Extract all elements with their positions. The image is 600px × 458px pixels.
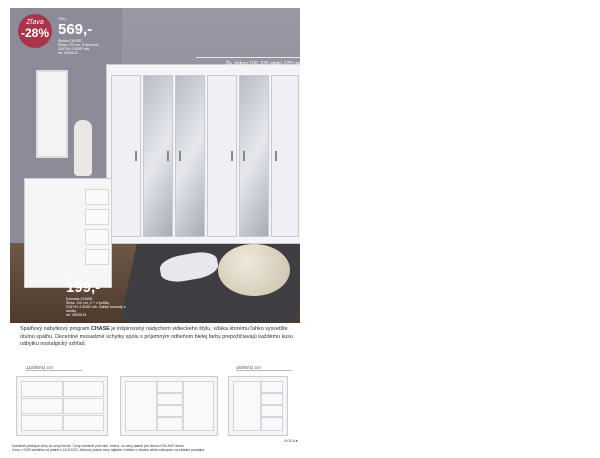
product-sideboard bbox=[120, 376, 218, 436]
bedroom-photo bbox=[10, 8, 300, 323]
knitted-pouf bbox=[218, 244, 290, 296]
wardrobe-door bbox=[271, 75, 299, 237]
price-detail: Skriňa CHASE bbox=[58, 39, 82, 43]
catalog-page bbox=[10, 8, 302, 458]
drawer bbox=[85, 229, 109, 245]
price-detail: ref. 0000012 bbox=[58, 51, 79, 55]
wardrobe-door bbox=[207, 75, 237, 237]
discount-badge bbox=[18, 14, 52, 48]
drawer bbox=[85, 209, 109, 225]
drawer bbox=[85, 249, 109, 265]
footer-disclaimer bbox=[12, 444, 300, 453]
old-price: 799,- bbox=[58, 16, 68, 21]
product-description bbox=[20, 326, 300, 349]
size-note: Ďv. šírkou 100, 225 alebo 270 cm bbox=[196, 57, 300, 70]
wardrobe-door bbox=[111, 75, 141, 237]
wardrobe-mirror-door bbox=[175, 75, 205, 237]
price-dresser bbox=[66, 274, 126, 317]
price-detail: Komoda CHASE bbox=[66, 297, 93, 301]
desc-intro: Spálňový nábytkový program bbox=[20, 326, 92, 332]
discount-label: Zľava bbox=[26, 19, 44, 26]
wall-art bbox=[36, 70, 68, 158]
price-detail: Šírka: 270 cm, 6 dverové, bbox=[58, 43, 99, 47]
footer-line: Ceny v EUR každého od platné k 16.8.2021. Akciové platné ceny nájdete v letáku v obsahu alebo nákupom na stránke predajne. bbox=[12, 448, 206, 453]
dresser bbox=[24, 178, 112, 288]
wardrobe bbox=[106, 64, 300, 244]
price-detail: 315704 4 52AR mb. bbox=[58, 47, 90, 51]
current-price: 199,- bbox=[66, 279, 101, 296]
product-chest-drawers bbox=[16, 376, 108, 436]
footer-line: Uvedené predajné ceny sú ceny bežné. Ceny uvedené pod nimi, bežne, sú ceny platné pre členov KOLAHO klubu. bbox=[12, 444, 185, 448]
old-price: 279,- bbox=[66, 274, 76, 279]
page-number: KOLA ▸ bbox=[284, 438, 298, 443]
wardrobe-mirror-door bbox=[143, 75, 173, 237]
wardrobe-mirror-door bbox=[239, 75, 269, 237]
current-price: 569,- bbox=[58, 21, 93, 38]
price-detail: Šírka: 110 cm, 2 + 4 šuflíky bbox=[66, 301, 110, 305]
product-dimensions: 45/90/41 cm bbox=[236, 365, 292, 371]
price-detail: ref. 0000013 bbox=[66, 313, 87, 317]
discount-percent: -28% bbox=[20, 26, 49, 40]
vase bbox=[74, 120, 92, 176]
product-dimensions: 110/90/41 cm bbox=[26, 365, 82, 371]
desc-brand: CHASE bbox=[91, 326, 110, 332]
price-detail: 315704 4 52AR mb. Ďalšie komody a stolíky bbox=[66, 305, 126, 313]
product-narrow-cabinet bbox=[228, 376, 288, 436]
desc-rest: je inšpirovaný nádychom vidieckeho štýlu, vďaka ktorému ľahko vysvetlíte útulnú spálňu. Decentné mosadzné úchytky spolu s príjemným odtieňom bielej farby prepožičiavajú každému kusu nábytku nostalgický vzhľad. bbox=[20, 326, 293, 348]
price-wardrobe bbox=[58, 16, 118, 55]
drawer bbox=[85, 189, 109, 205]
